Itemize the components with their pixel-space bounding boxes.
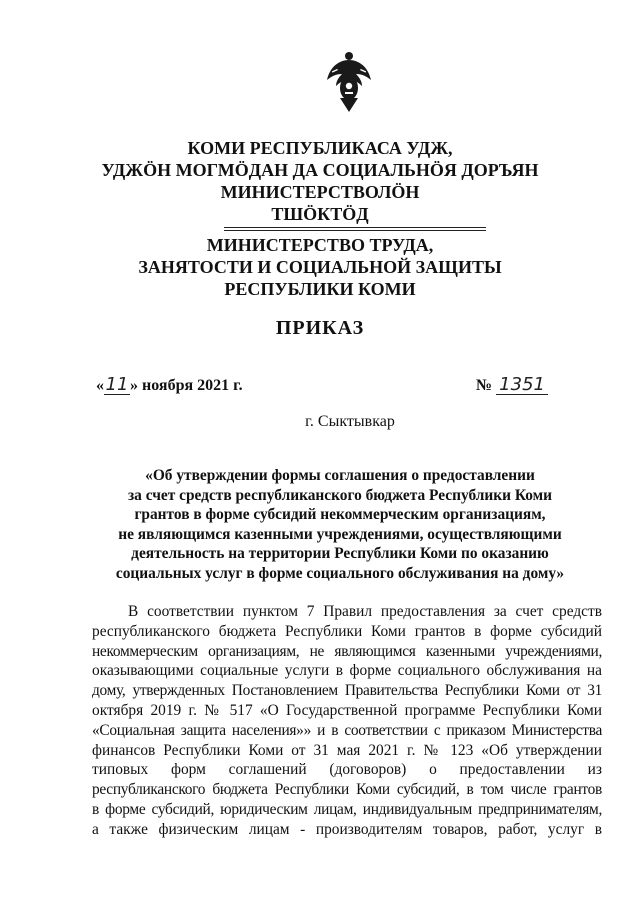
ministry-header-line: ЗАНЯТОСТИ И СОЦИАЛЬНОЙ ЗАЩИТЫ	[138, 257, 502, 277]
komi-coat-of-arms-icon	[324, 50, 374, 114]
body-line: «Социальная защита населения»» и в соответствии с приказом Министерства	[92, 721, 602, 739]
date-day-underline	[104, 374, 130, 395]
order-date	[96, 374, 243, 395]
number-handwritten: 1351	[499, 374, 545, 395]
komi-language-header	[0, 137, 640, 225]
number-underline	[496, 374, 548, 395]
body-line: республиканского бюджета Республики Коми грантов в форме субсидий	[92, 622, 602, 640]
komi-header-line: ТШӦКТӦД	[271, 204, 369, 224]
body-line: типовых форм соглашений (договоров) о предоставлении из	[92, 761, 602, 779]
date-day-handwritten: 11	[105, 374, 129, 395]
header-divider	[224, 230, 486, 231]
subject-line: грантов в форме субсидий некоммерческим организациям,	[134, 506, 546, 523]
subject-line: не являющимся казенными учреждениями, осуществляющими	[118, 525, 562, 543]
order-subject	[100, 466, 580, 583]
subject-line: «Об утверждении формы соглашения о предоставлении	[145, 467, 535, 484]
body-line: республиканского бюджета Республики Коми субсидий, в том числе грантов	[92, 781, 602, 799]
header-divider	[224, 227, 486, 228]
body-line: октября 2019 г. № 517 «О Государственной программе Республики Коми	[92, 701, 602, 719]
komi-header-line: КОМИ РЕСПУБЛИКАСА УДЖ,	[187, 138, 453, 158]
komi-header-line: МИНИСТЕРСТВОЛӦН	[220, 182, 420, 202]
date-open-quote: «	[96, 377, 104, 394]
subject-line: за счет средств республиканского бюджета Республики Коми	[127, 486, 553, 504]
body-line: в форме субсидий, юридическим лицам, индивидуальным предпринимателям,	[92, 800, 602, 818]
body-line: финансов Республики Коми от 31 мая 2021 г. № 123 «Об утверждении	[92, 741, 602, 759]
document-type-title: ПРИКАЗ	[275, 317, 365, 339]
ministry-header-line: МИНИСТЕРСТВО ТРУДА,	[206, 235, 434, 255]
ministry-header-line: РЕСПУБЛИКИ КОМИ	[224, 279, 416, 299]
date-month-year: ноября 2021 г.	[142, 377, 243, 394]
body-line: В соответствии пунктом 7 Правил предоставления за счет средств	[128, 603, 602, 620]
komi-header-line: УДЖӦН МОГМӦДАН ДА СОЦИАЛЬНӦЯ ДОРЪЯН	[101, 160, 539, 180]
body-paragraph	[92, 602, 602, 840]
body-line: а также физическим лицам - производителям товаров, работ, услуг в	[92, 820, 602, 838]
order-number	[476, 374, 548, 395]
body-line: дому, утвержденных Постановлением Правительства Республики Коми от 31	[92, 682, 602, 700]
body-line: оказывающими социальные услуги в форме социального обслуживания на	[92, 662, 602, 680]
subject-line: социальных услуг в форме социального обслуживания на дому»	[115, 564, 565, 582]
number-sign: №	[476, 377, 493, 394]
date-close-quote: »	[130, 377, 138, 394]
subject-line: деятельность на территории Республики Коми по оказанию	[131, 545, 549, 562]
ministry-header	[0, 234, 640, 300]
city-line: г. Сыктывкар	[305, 413, 395, 430]
body-line: некоммерческим организациям, не являющимся казенными учреждениями,	[92, 642, 602, 660]
